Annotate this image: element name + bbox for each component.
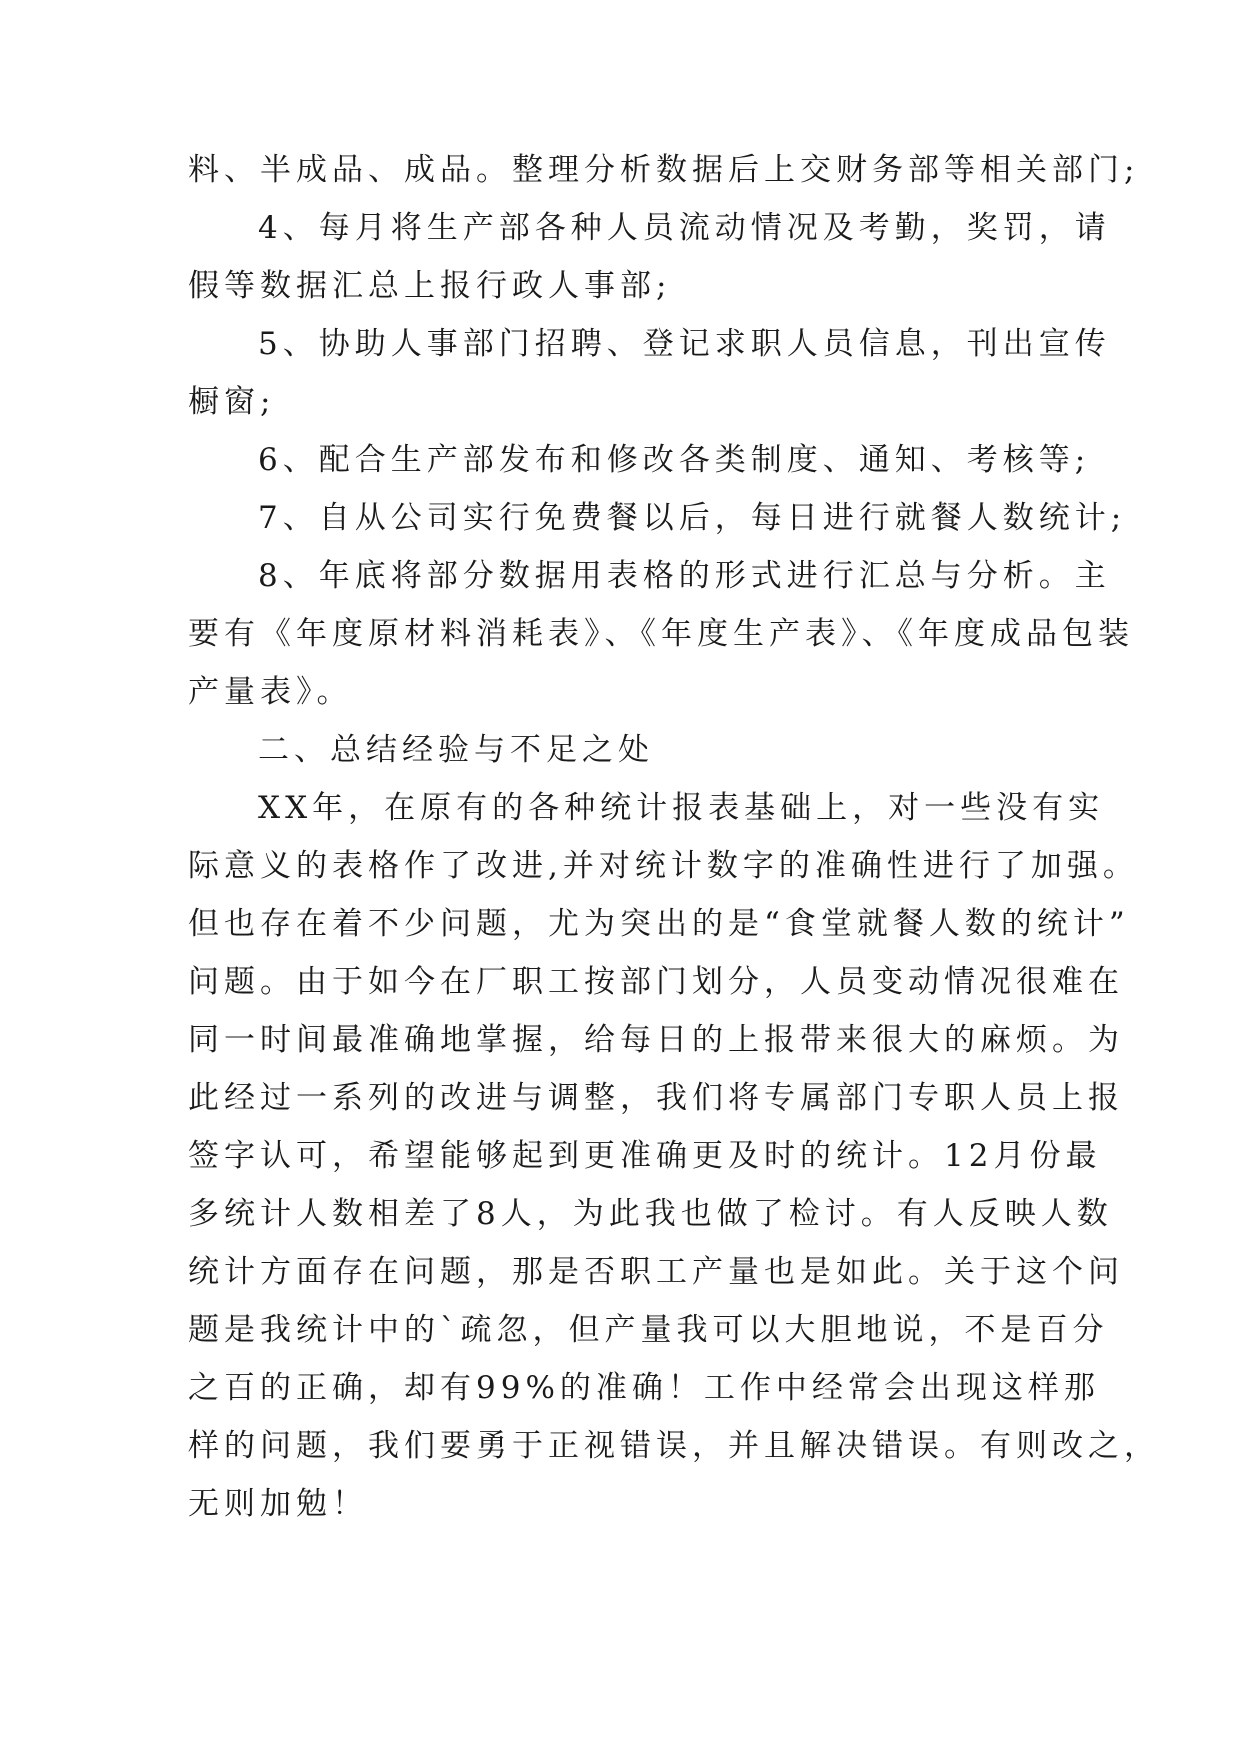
- body-line-21: 题是我统计中的`疏忽，但产量我可以大胆地说，不是百分: [188, 1312, 1109, 1348]
- list-item-8: 8、年底将部分数据用表格的形式进行汇总与分析。主: [258, 558, 1111, 594]
- body-line-23: 样的问题，我们要勇于正视错误，并且解决错误。有则改之，: [188, 1428, 1160, 1464]
- body-line-9: 要有《年度原材料消耗表》、《年度生产表》、《年度成品包装: [188, 616, 1134, 652]
- body-line-5: 橱窗;: [188, 384, 276, 420]
- list-item-7: 7、自从公司实行免费餐以后，每日进行就餐人数统计;: [258, 500, 1127, 536]
- body-line-15: 问题。由于如今在厂职工按部门划分，人员变动情况很难在: [188, 964, 1124, 1000]
- body-line-19: 多统计人数相差了8人，为此我也做了检讨。有人反映人数: [188, 1196, 1113, 1232]
- body-line-14: 但也存在着不少问题，尤为突出的是“食堂就餐人数的统计”: [188, 906, 1130, 942]
- list-item-5: 5、协助人事部门招聘、登记求职人员信息，刊出宣传: [258, 326, 1111, 362]
- paragraph-start: XX年，在原有的各种统计报表基础上，对一些没有实: [258, 790, 1105, 826]
- body-line-20: 统计方面存在问题，那是否职工产量也是如此。关于这个问: [188, 1254, 1124, 1290]
- section-heading: 二、总结经验与不足之处: [258, 732, 654, 768]
- list-item-4: 4、每月将生产部各种人员流动情况及考勤，奖罚，请: [258, 210, 1111, 246]
- body-line-24: 无则加勉！: [188, 1486, 368, 1522]
- body-line-18: 签字认可，希望能够起到更准确更及时的统计。12月份最: [188, 1138, 1102, 1174]
- body-line-3: 假等数据汇总上报行政人事部;: [188, 268, 672, 304]
- body-line-10: 产量表》。: [188, 674, 353, 710]
- list-item-6: 6、配合生产部发布和修改各类制度、通知、考核等;: [258, 442, 1091, 478]
- body-line-22: 之百的正确，却有99%的准确！工作中经常会出现这样那: [188, 1370, 1100, 1406]
- body-line-16: 同一时间最准确地掌握，给每日的上报带来很大的麻烦。为: [188, 1022, 1124, 1058]
- body-line-1: 料、半成品、成品。整理分析数据后上交财务部等相关部门;: [188, 152, 1140, 188]
- body-line-13: 际意义的表格作了改进,并对统计数字的准确性进行了加强。: [188, 848, 1139, 884]
- body-line-17: 此经过一系列的改进与调整，我们将专属部门专职人员上报: [188, 1080, 1124, 1116]
